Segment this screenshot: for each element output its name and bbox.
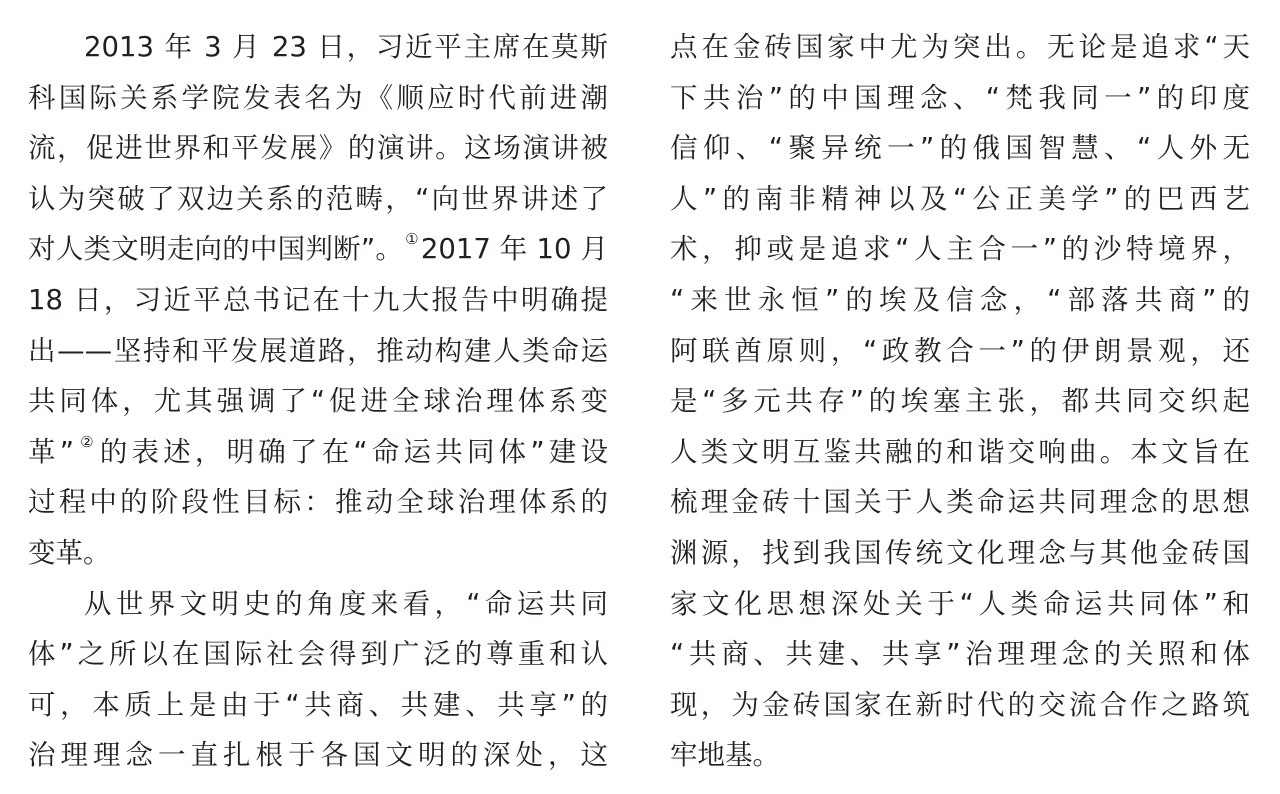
text-line: 点在金砖国家中尤为突出。无论是追求“天 — [670, 31, 1250, 63]
text-line — [28, 224, 608, 275]
text-line: 术，抑或是追求“人主合一”的沙特境界， — [670, 233, 1250, 266]
text-segment: 2017 年 10 月 — [420, 233, 609, 266]
text-line: 渊源，找到我国传统文化理念与其他金砖国 — [670, 536, 1250, 569]
text-line: 信仰、“聚异统一”的俄国智慧、“人外无 — [670, 132, 1250, 165]
text-line: 人”的南非精神以及“公正美学”的巴西艺 — [670, 182, 1250, 215]
text-segment: 对人类文明走向的中国判断”。 — [28, 233, 404, 266]
footnote-marker: ① — [405, 230, 419, 249]
text-line: 阿联酋原则，“政教合一”的伊朗景观，还 — [670, 334, 1250, 367]
text-line: 18 日，习近平总书记在十九大报告中明确提 — [28, 283, 608, 316]
text-line: 体”之所以在国际社会得到广泛的尊重和认 — [28, 638, 608, 671]
right-text-column — [670, 22, 1250, 781]
text-line: 从世界文明史的角度来看，“命运共同 — [84, 587, 608, 620]
text-line: 现，为金砖国家在新时代的交流合作之路筑 — [670, 688, 1250, 721]
text-segment: 革” — [28, 435, 74, 468]
text-line: “共商、共建、共享”治理理念的关照和体 — [670, 638, 1250, 671]
text-line: 共同体，尤其强调了“促进全球治理体系变 — [28, 385, 608, 418]
text-line: 科国际关系学院发表名为《顺应时代前进潮 — [28, 81, 608, 114]
text-line: 是“多元共存”的埃塞主张，都共同交织起 — [670, 385, 1250, 418]
text-line: 梳理金砖十国关于人类命运共同理念的思想 — [670, 486, 1250, 519]
text-line: 家文化思想深处关于“人类命运共同体”和 — [670, 587, 1250, 620]
text-line — [28, 427, 608, 478]
text-line: 牢地基。 — [670, 739, 780, 772]
text-segment: 的表述，明确了在“命运共同体”建设 — [99, 435, 609, 468]
text-line: 过程中的阶段性目标：推动全球治理体系的 — [28, 486, 608, 519]
text-line: 流，促进世界和平发展》的演讲。这场演讲被 — [28, 132, 608, 165]
text-line: 出——坚持和平发展道路，推动构建人类命运 — [28, 334, 608, 367]
text-line: 治理理念一直扎根于各国文明的深处，这 — [28, 739, 608, 772]
text-line: 认为突破了双边关系的范畴，“向世界讲述了 — [28, 182, 608, 215]
text-line: 人类文明互鉴共融的和谐交响曲。本文旨在 — [670, 435, 1250, 468]
text-line: 变革。 — [28, 536, 111, 569]
text-line: 2013 年 3 月 23 日，习近平主席在莫斯 — [84, 31, 608, 63]
text-line: 下共治”的中国理念、“梵我同一”的印度 — [670, 81, 1250, 114]
footnote-marker: ② — [75, 432, 98, 451]
text-line: 可，本质上是由于“共商、共建、共享”的 — [28, 688, 608, 721]
text-line: “来世永恒”的埃及信念，“部落共商”的 — [670, 283, 1250, 316]
left-text-column — [28, 22, 608, 781]
